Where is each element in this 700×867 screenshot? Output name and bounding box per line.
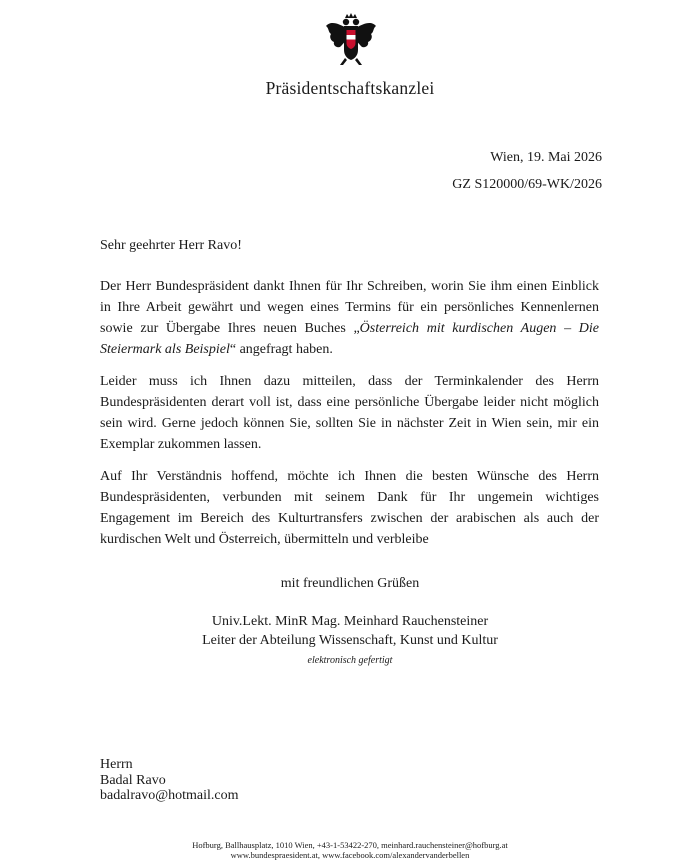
- letter-paragraph-3: Auf Ihr Verständnis hoffend, möchte ich Ihnen die besten Wünsche des Herrn Bundespräsidenten, verbunden mit seinem Dank für Ihr ungemein wichtiges Engagement im Bereich des Kulturtransfers zwischen der arabischen als auch der kurdischen Welt und Österreich, übermitteln und verbleibe: [100, 469, 599, 547]
- book-title: Österreich mit kurdischen Augen – Die Steiermark als Beispiel: [100, 321, 599, 357]
- letter-paragraph-2: Leider muss ich Ihnen dazu mitteilen, dass der Terminkalender des Herrn Bundespräsidenten derart voll ist, dass eine persönliche Übergabe leider nicht möglich sein wird. Gerne jedoch können Sie, sollten Sie in nächster Zeit in Wien sein, mir ein Exemplar zukommen lassen.: [100, 374, 599, 452]
- paragraph-1-text: Der Herr Bundespräsident dankt Ihnen für Ihr Schreiben, worin Sie ihm einen Einblick in Ihre Arbeit gewährt und wegen eines Termins für ein persönliches Kennenlernen sowie zur Übergabe Ihres neuen Buches „: [100, 279, 599, 336]
- recipient-email: badalravo@hotmail.com: [100, 788, 239, 803]
- place-date: Wien, 19. Mai 2026: [490, 150, 602, 165]
- office-name: Präsidentschaftskanzlei: [265, 78, 435, 98]
- recipient-line-1: Herrn: [100, 757, 133, 772]
- paragraph-1-end: “ angefragt haben.: [229, 342, 333, 357]
- austrian-eagle-emblem-icon: [325, 12, 377, 68]
- footer: [0, 840, 700, 860]
- footer-web: www.bundespraesident.at, www.facebook.com/alexandervanderbellen: [230, 850, 470, 860]
- reference-number: GZ S120000/69-WK/2026: [452, 177, 602, 192]
- signer-name: Univ.Lekt. MinR Mag. Meinhard Rauchensteiner: [211, 614, 489, 629]
- electronic-signature-note: elektronisch gefertigt: [307, 655, 393, 666]
- recipient-name: Badal Ravo: [100, 772, 166, 788]
- footer-contact: Hofburg, Ballhausplatz, 1010 Wien, +43-1-53422-270, meinhard.rauchensteiner@hofburg.at: [192, 840, 508, 850]
- signer-role: Leiter der Abteilung Wissenschaft, Kunst und Kultur: [202, 633, 498, 648]
- salutation: Sehr geehrter Herr Ravo!: [100, 238, 242, 253]
- recipient-address: [100, 757, 238, 804]
- closing-greeting: mit freundlichen Grüßen: [280, 576, 420, 591]
- letter-paragraph-1: [100, 276, 599, 360]
